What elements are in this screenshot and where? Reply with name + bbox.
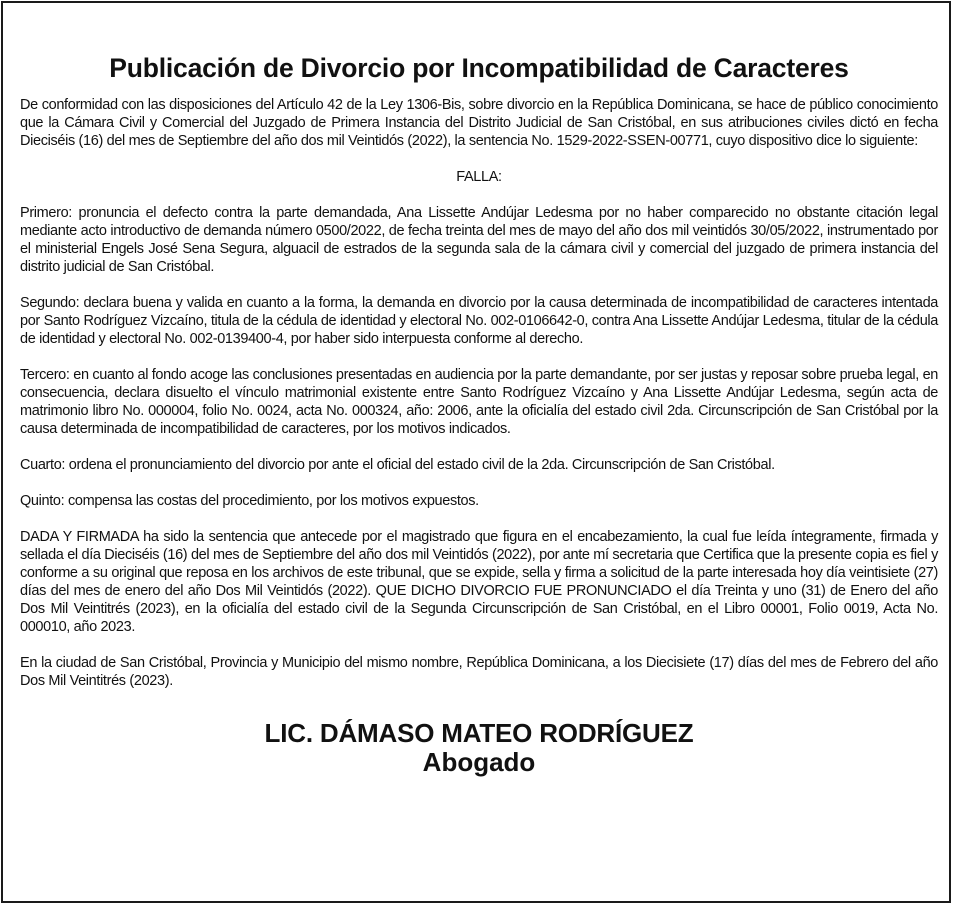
cuarto-paragraph: Cuarto: ordena el pronunciamiento del divorcio por ante el oficial del estado civil de la 2da. Circunscripción de San Cristóbal. [20,457,775,473]
intro-paragraph: De conformidad con las disposiciones del Artículo 42 de la Ley 1306-Bis, sobre divorcio en la República Dominicana, se hace de público conocimiento que la Cámara Civil y Comercial del Juzgado de Primera Instancia del Distrito Judicial de San Cristóbal, en sus atribuciones civiles dictó en fecha Dieciséis (16) del mes de Septiembre del año dos mil Veintidós (2022), la sentencia No. 1529-2022-SSEN-00771, cuyo dispositivo dice lo siguiente: [20,97,938,149]
quinto-paragraph: Quinto: compensa las costas del procedimiento, por los motivos expuestos. [20,493,479,509]
signature-title: Abogado [422,747,536,777]
segundo-paragraph: Segundo: declara buena y valida en cuanto a la forma, la demanda en divorcio por la causa determinada de incompatibilidad de caracteres intentada por Santo Rodríguez Vizcaíno, titula de la cédula de identidad y electoral No. 002-0106642-0, contra Ana Lissette Andújar Ledesma, titular de la cédula de identidad y electoral No. 002-0139400-4, por haber sido interpuesta conforme al derecho. [20,295,938,347]
tercero-paragraph: Tercero: en cuanto al fondo acoge las conclusiones presentadas en audiencia por la parte demandante, por ser justas y reposar sobre prueba legal, en consecuencia, declara disuelto el vínculo matrimonial existente entre Santo Rodríguez Vizcaíno y Ana Lissette Andújar Ledesma, según acta de matrimonio libro No. 000004, folio No. 0024, acta No. 000324, año: 2006, ante la oficialía del estado civil 2da. Circunscripción de San Cristóbal por la causa determinada de incompatibilidad de caracteres, por los motivos indicados. [20,367,938,437]
document-title: Publicación de Divorcio por Incompatibilidad de Caracteres [109,53,849,83]
dada-paragraph: DADA Y FIRMADA ha sido la sentencia que antecede por el magistrado que figura en el encabezamiento, la cual fue leída íntegramente, firmada y sellada el día Dieciséis (16) del mes de Septiembre del año dos mil Veintidós (2022), por ante mí secretaria que Certifica que la presente copia es fiel y conforme a su original que reposa en los archivos de este tribunal, que se expide, sella y firma a solicitud de la parte interesada hoy día veintisiete (27) días del mes de enero del año Dos Mil Veintidós (2022). QUE DICHO DIVORCIO FUE PRONUNCIADO el día Treinta y uno (31) de Enero del año Dos Mil Veintitrés (2023), en la oficialía del estado civil de la Segunda Circunscripción de San Cristóbal, en el Libro 00001, Folio 0019, Acta No. 000010, año 2023. [20,529,938,635]
falla-heading: FALLA: [456,169,502,185]
closing-paragraph: En la ciudad de San Cristóbal, Provincia y Municipio del mismo nombre, República Dominicana, a los Diecisiete (17) días del mes de Febrero del año Dos Mil Veintitrés (2023). [20,655,938,689]
primero-paragraph: Primero: pronuncia el defecto contra la parte demandada, Ana Lissette Andújar Ledesma por no haber comparecido no obstante citación legal mediante acto introductivo de demanda número 0500/2022, de fecha treinta del mes de mayo del año dos mil veintidós 30/05/2022, instrumentado por el ministerial Engels José Sena Segura, alguacil de estrados de la segunda sala de la cámara civil y comercial del juzgado de primera instancia del distrito judicial de San Cristóbal. [20,205,938,275]
signature-name: LIC. DÁMASO MATEO RODRÍGUEZ [264,718,694,748]
signature-block [20,718,938,776]
document-body [20,52,938,776]
